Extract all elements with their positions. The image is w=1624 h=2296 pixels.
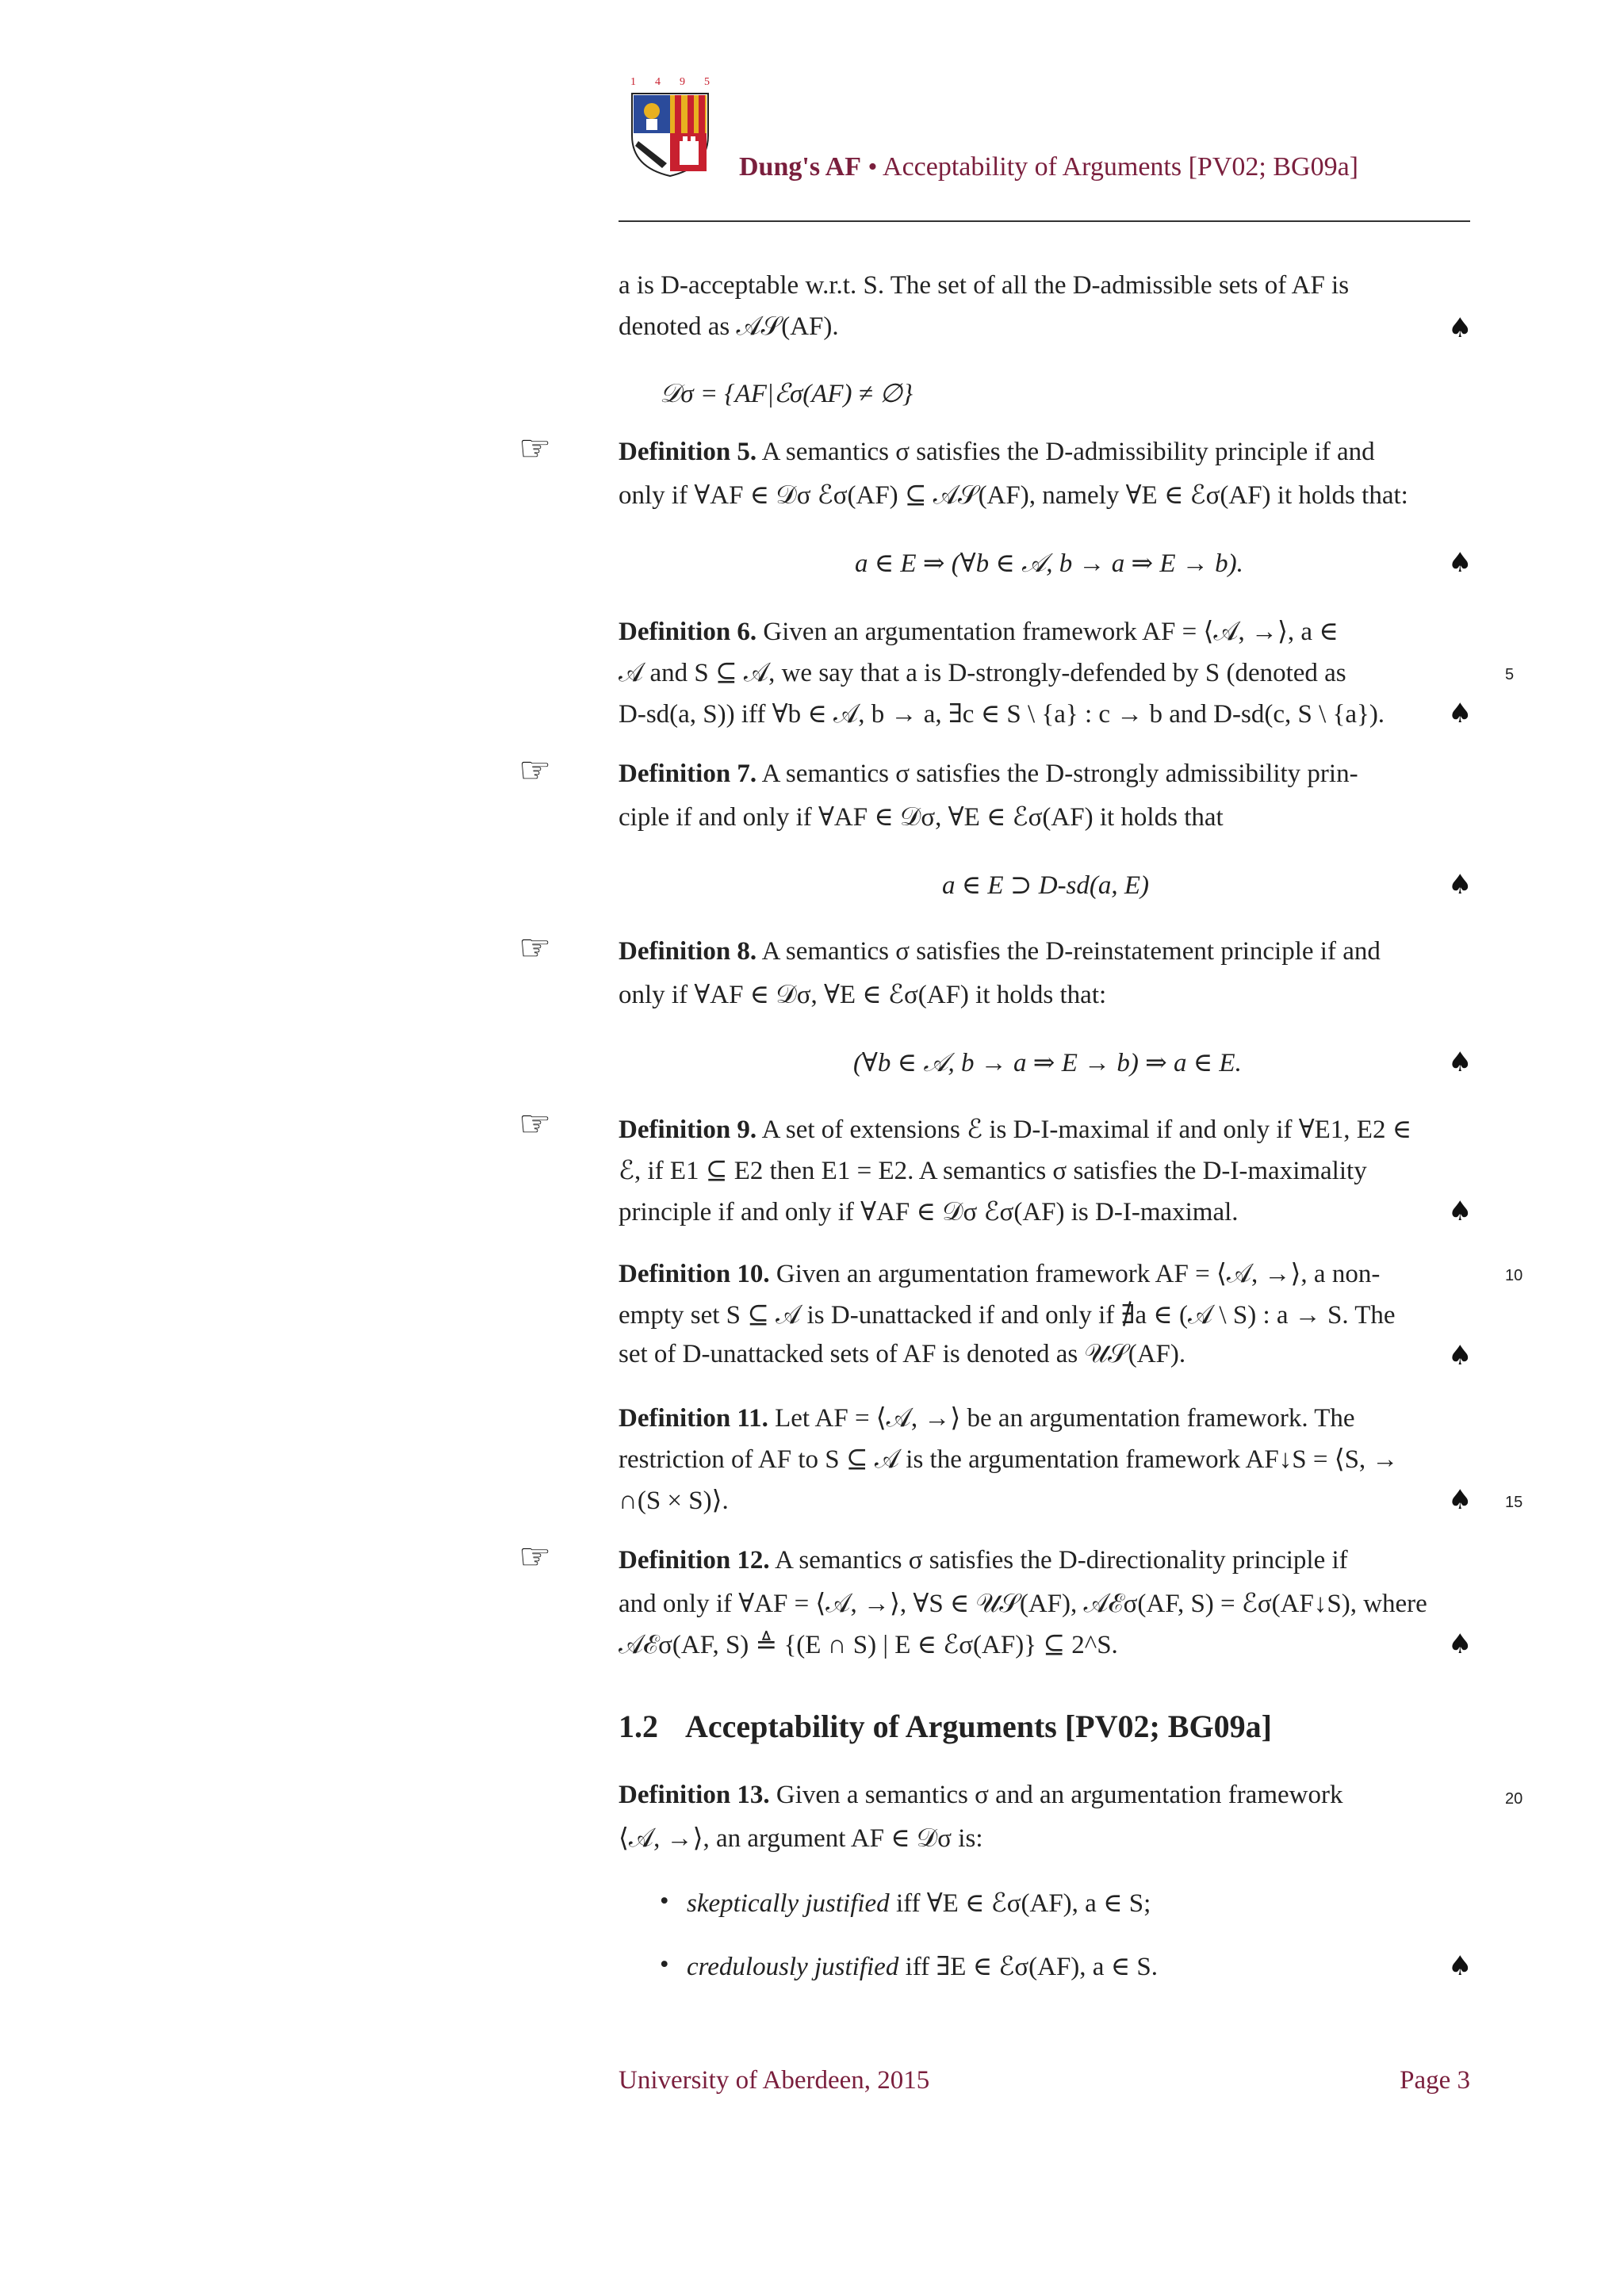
- header-title-rest: Acceptability of Arguments [PV02; BG09a]: [883, 152, 1358, 182]
- def9-line-3: principle if and only if ∀AF ∈ 𝒟σ ℰσ(AF) is D-I-maximal.: [619, 1198, 1239, 1226]
- header-title-bold: Dung's AF: [739, 152, 861, 182]
- intro-line-1: a is D-acceptable w.r.t. S. The set of all the D-admissible sets of AF is: [619, 271, 1350, 300]
- pointing-hand-icon: ☞: [519, 1535, 552, 1578]
- bullet-dot: •: [660, 1887, 669, 1915]
- end-of-definition-spade-icon: ♠: [1448, 547, 1473, 579]
- def12-heading: Definition 12.: [619, 1546, 770, 1575]
- def11-heading: Definition 11.: [619, 1404, 768, 1433]
- end-of-definition-spade-icon: ♠: [1448, 1628, 1473, 1660]
- end-of-definition-spade-icon: ♠: [1448, 698, 1473, 729]
- def10-line-1: [619, 1257, 1470, 1289]
- def11-line-3: ∩(S × S)⟩.: [619, 1487, 729, 1515]
- def10-text-1: Given an argumentation framework AF = ⟨𝒜, →⟩, a non-: [776, 1260, 1381, 1288]
- def7-text-1: A semantics σ satisfies the D-strongly admissibility prin-: [761, 760, 1358, 788]
- pointing-hand-icon: ☞: [519, 1102, 552, 1145]
- def10-heading: Definition 10.: [619, 1260, 770, 1288]
- d-sigma-equation: 𝒟σ = {AF|ℰσ(AF) ≠ ∅}: [660, 380, 914, 408]
- end-of-definition-spade-icon: ♠: [1448, 1950, 1473, 1982]
- header-rule: [619, 220, 1470, 222]
- def5-text-1: A semantics σ satisfies the D-admissibility principle if and: [761, 438, 1375, 466]
- line-number: 20: [1505, 1790, 1523, 1808]
- bullet-dot: •: [660, 1950, 669, 1979]
- end-of-definition-spade-icon: ♠: [1448, 312, 1473, 344]
- footer-left: University of Aberdeen, 2015: [619, 2066, 930, 2095]
- crest-year-digit: 4: [655, 76, 661, 88]
- def12-line-3: 𝒜ℰσ(AF, S) ≜ {(E ∩ S) | E ∈ ℰσ(AF)} ⊆ 2^S.: [619, 1631, 1118, 1659]
- def9-line-2: ℰ, if E1 ⊆ E2 then E1 = E2. A semantics σ satisfies the D-I-maximality: [619, 1157, 1367, 1185]
- def8-equation: (∀b ∈ 𝒜, b → a ⇒ E → b) ⇒ a ∈ E.: [853, 1049, 1242, 1077]
- section-number: 1.2: [619, 1709, 658, 1744]
- def9-line-1: [619, 1113, 1470, 1145]
- running-header: [739, 152, 1358, 182]
- crest-shield-icon: [630, 92, 710, 178]
- def10-line-2: empty set S ⊆ 𝒜 is D-unattacked if and only if ∄a ∈ (𝒜 \ S) : a → S. The: [619, 1301, 1396, 1330]
- section-title: Acceptability of Arguments [PV02; BG09a]: [685, 1709, 1272, 1744]
- bullet-1-text: iff ∀E ∈ ℰσ(AF), a ∈ S;: [895, 1889, 1151, 1918]
- end-of-definition-spade-icon: ♠: [1448, 1484, 1473, 1516]
- def5-heading: Definition 5.: [619, 438, 757, 466]
- def7-line-2: ciple if and only if ∀AF ∈ 𝒟σ, ∀E ∈ ℰσ(AF) it holds that: [619, 803, 1224, 832]
- def11-line-2: restriction of AF to S ⊆ 𝒜 is the argumentation framework AF↓S = ⟨S, →: [619, 1445, 1399, 1474]
- pointing-hand-icon: ☞: [519, 427, 552, 469]
- def10-line-3: set of D-unattacked sets of AF is denoted as 𝒰𝒮(AF).: [619, 1340, 1186, 1368]
- def13-heading: Definition 13.: [619, 1781, 770, 1809]
- def11-line-1: [619, 1402, 1470, 1433]
- def13-text-1: Given a semantics σ and an argumentation framework: [776, 1781, 1343, 1809]
- end-of-definition-spade-icon: ♠: [1448, 1340, 1473, 1372]
- bullet-2-term: credulously justified: [687, 1953, 899, 1981]
- def7-equation: a ∈ E ⊃ D-sd(a, E): [942, 871, 1150, 900]
- bullet-1-term: skeptically justified: [687, 1889, 890, 1918]
- def8-text-1: A semantics σ satisfies the D-reinstatement principle if and: [761, 937, 1381, 966]
- def8-line-1: [619, 937, 1470, 966]
- def6-line-3: D-sd(a, S)) iff ∀b ∈ 𝒜, b → a, ∃c ∈ S \ {a} : c → b and D-sd(c, S \ {a}).: [619, 700, 1385, 729]
- def6-text-1: Given an argumentation framework AF = ⟨𝒜, →⟩, a ∈: [763, 618, 1339, 646]
- end-of-definition-spade-icon: ♠: [1448, 1047, 1473, 1078]
- end-of-definition-spade-icon: ♠: [1448, 1196, 1473, 1227]
- crest-year-digit: 5: [704, 76, 710, 88]
- def12-text-1: A semantics σ satisfies the D-directionality principle if: [775, 1546, 1348, 1575]
- def5-line-2: only if ∀AF ∈ 𝒟σ ℰσ(AF) ⊆ 𝒜𝒮(AF), namely ∀E ∈ ℰσ(AF) it holds that:: [619, 481, 1408, 510]
- def13-line-2: ⟨𝒜, →⟩, an argument AF ∈ 𝒟σ is:: [619, 1824, 983, 1853]
- def9-heading: Definition 9.: [619, 1115, 757, 1144]
- def7-heading: Definition 7.: [619, 760, 757, 788]
- crest-year-digit: 9: [680, 76, 685, 88]
- def13-bullet-2: [661, 1950, 1454, 1982]
- pointing-hand-icon: ☞: [519, 748, 552, 791]
- line-number: 15: [1505, 1494, 1523, 1511]
- def9-text-1: A set of extensions ℰ is D-I-maximal if and only if ∀E1, E2 ∈: [761, 1115, 1412, 1144]
- def8-line-2: only if ∀AF ∈ 𝒟σ, ∀E ∈ ℰσ(AF) it holds that:: [619, 981, 1107, 1009]
- footer-page-number: Page 3: [1400, 2066, 1470, 2095]
- def13-bullet-1: [661, 1887, 1454, 1919]
- crest-year-digit: 1: [630, 76, 636, 88]
- def6-heading: Definition 6.: [619, 618, 757, 646]
- def5-line-1: [619, 438, 1470, 467]
- def6-line-2: 𝒜 and S ⊆ 𝒜, we say that a is D-strongly-defended by S (denoted as: [619, 659, 1346, 687]
- def11-text-1: Let AF = ⟨𝒜, →⟩ be an argumentation framework. The: [775, 1404, 1355, 1433]
- def6-line-1: [619, 615, 1470, 647]
- def5-equation: a ∈ E ⇒ (∀b ∈ 𝒜, b → a ⇒ E → b).: [855, 549, 1243, 578]
- end-of-definition-spade-icon: ♠: [1448, 869, 1473, 901]
- pointing-hand-icon: ☞: [519, 926, 552, 969]
- def13-line-1: [619, 1781, 1470, 1810]
- def12-line-2: and only if ∀AF = ⟨𝒜, →⟩, ∀S ∈ 𝒰𝒮(AF), 𝒜ℰσ(AF, S) = ℰσ(AF↓S), where: [619, 1590, 1427, 1618]
- header-bullet: •: [868, 152, 878, 182]
- intro-line-2: denoted as 𝒜𝒮(AF).: [619, 312, 839, 341]
- def8-heading: Definition 8.: [619, 937, 757, 966]
- def7-line-1: [619, 760, 1470, 789]
- line-number: 10: [1505, 1267, 1523, 1284]
- section-heading: [619, 1708, 1272, 1745]
- line-number: 5: [1505, 666, 1515, 683]
- def12-line-1: [619, 1546, 1470, 1575]
- bullet-2-text: iff ∃E ∈ ℰσ(AF), a ∈ S.: [905, 1953, 1158, 1981]
- university-crest: [630, 76, 710, 179]
